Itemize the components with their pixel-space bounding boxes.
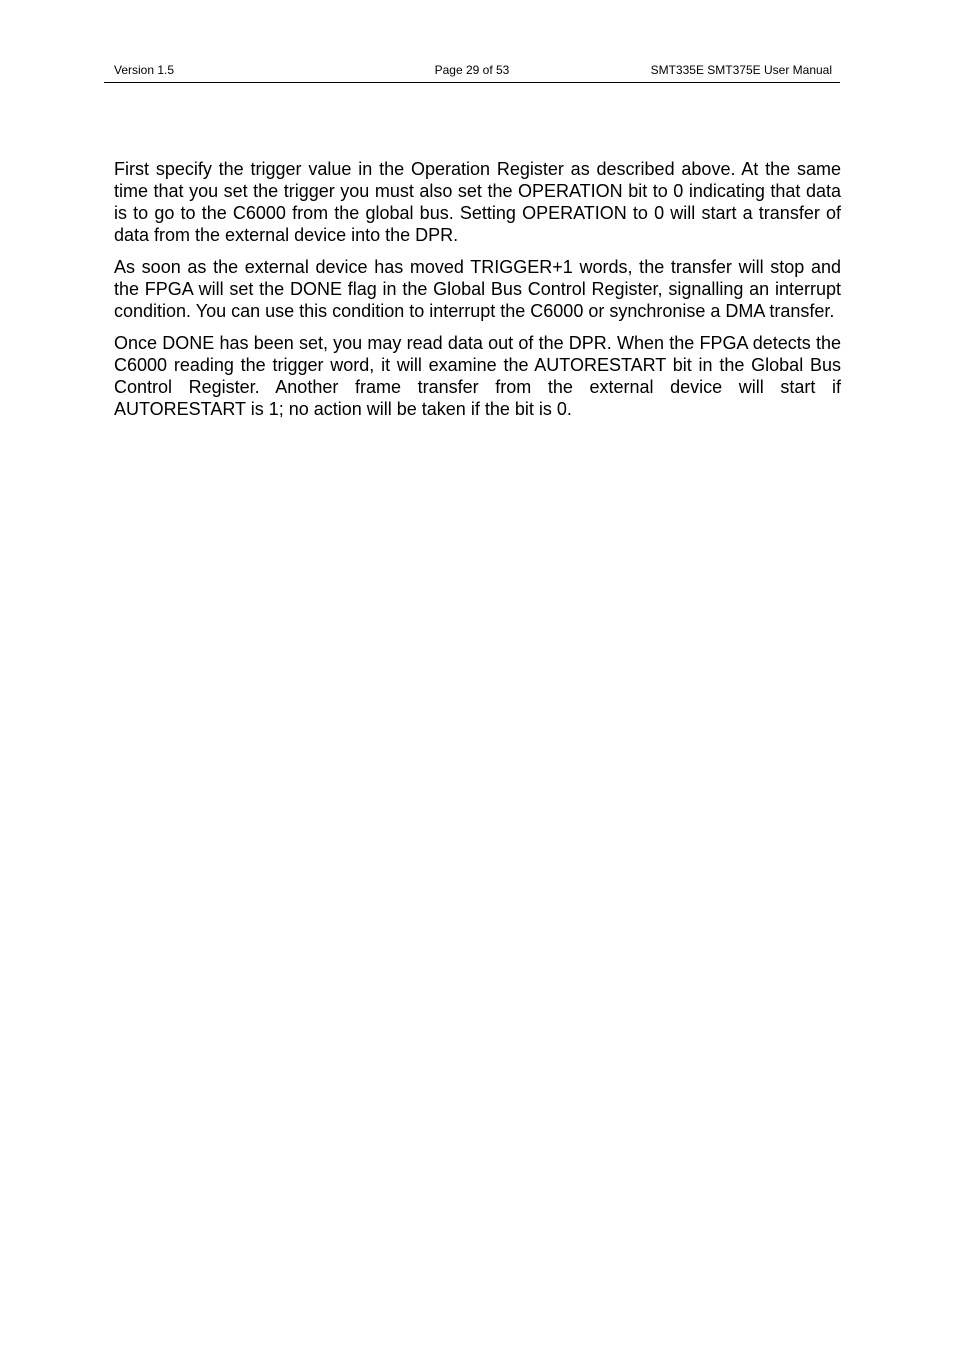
page-header bbox=[104, 60, 840, 83]
paragraph: As soon as the external device has moved TRIGGER+1 words, the transfer will stop and the FPGA will set the DONE flag in the Global Bus Control Register, signalling an interrupt condition. You can use this condition to interrupt the C6000 or synchronise a DMA transfer. bbox=[114, 257, 841, 321]
body-text bbox=[114, 158, 841, 430]
paragraph: First specify the trigger value in the Operation Register as described above. At the same time that you set the trigger you must also set the OPERATION bit to 0 indicating that data is to go to the C6000 from the global bus. Setting OPERATION to 0 will start a transfer of data from the external device into the DPR. bbox=[114, 159, 841, 245]
paragraph: Once DONE has been set, you may read data out of the DPR. When the FPGA detects the C6000 reading the trigger word, it will examine the AUTORESTART bit in the Global Bus Control Register. Another frame transfer from the external device will start if AUTORESTART is 1; no action will be taken if the bit is 0. bbox=[114, 333, 841, 419]
page-number: Page 29 of 53 bbox=[434, 63, 510, 77]
manual-title: SMT335E SMT375E User Manual bbox=[650, 63, 832, 77]
document-version: Version 1.5 bbox=[114, 63, 175, 77]
